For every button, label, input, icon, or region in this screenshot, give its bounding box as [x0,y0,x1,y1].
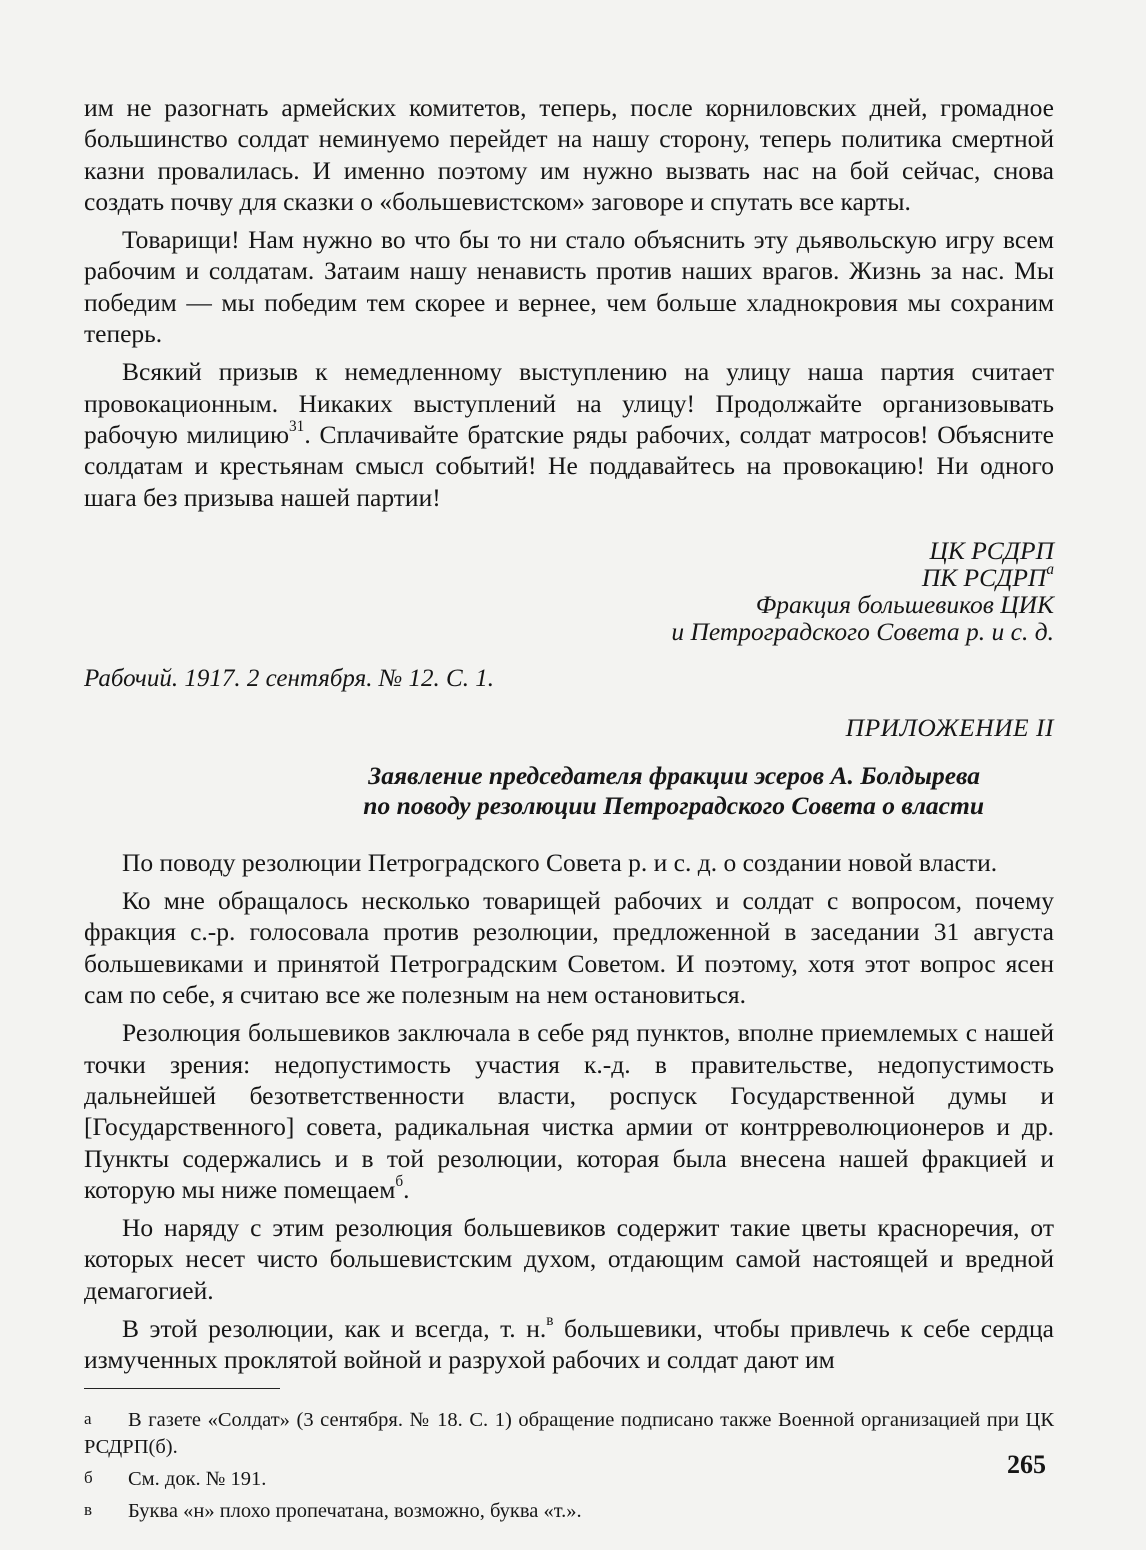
title-line: Заявление председателя фракции эсеров А. Болдырева [368,760,980,790]
footnote-mark: а [84,1408,92,1428]
footnote [84,1496,1054,1525]
footnote-mark: б [84,1467,93,1487]
footnote-text: В газете «Солдат» (3 сентября. № 18. С. 1) обращение подписано также Военной организацией при ЦК РСДРП(б). [84,1408,1054,1458]
signatory: и Петроградского Совета р. и с. д. [671,616,1054,646]
signature-block [84,537,1054,645]
paragraph-text: Всякий призыв к немедленному выступлению на улицу наша партия считает провокационным. Никаких выступлений на улицу! Продолжайте организовывать рабочую милицию [84,357,1054,449]
appendix-heading: ПРИЛОЖЕНИЕ II [845,712,1054,742]
document-page [84,92,1054,1528]
footnote-reference: в [546,1312,554,1330]
body-paragraph [84,1017,1054,1205]
body-paragraph: По поводу резолюции Петроградского Совета р. и с. д. о создании новой власти. [122,847,998,877]
page-number: 265 [1007,1450,1046,1479]
paragraph-text: Резолюция большевиков заключала в себе ряд пунктов, вполне приемлемых с нашей точки зрения: недопустимость участия к.-д. в правительстве, недопустимость дальнейшей безответственности власти, роспуск Государственной думы и [Государственного] совета, радикальная чистка армии от контрреволюционеров и др. Пункты содержались и в той резолюции, которая была внесена нашей фракцией и которую мы ниже помещаем [84,1018,1054,1204]
paragraph-text: . Сплачивайте братские ряды рабочих, солдат матросов! Объясните солдатам и крестьянам смысл событий! Не поддавайтесь на провокацию! Ни одного шага без призыва нашей партии! [84,419,1054,512]
appendix-body [84,847,1054,1376]
footnote-divider [84,1388,280,1389]
signatory: ЦК РСДРП [929,535,1054,565]
body-paragraph [84,1313,1054,1376]
signatory: ПК $РСДРП^а$ [921,561,1054,592]
footnote [84,1405,1054,1461]
paragraph-text: . [403,1174,410,1204]
signatory: Фракция большевиков ЦИК [755,589,1054,619]
footnotes [84,1405,1054,1525]
footnote-reference: а [1046,561,1054,579]
footnote-text: См. док. № 191. [128,1467,267,1490]
body-paragraph: Ко мне обращалось несколько товарищей рабочих и солдат с вопросом, почему фракция с.-р. голосовала против резолюции, предложенной в заседании 31 августа большевиками и принятой Петроградским Советом. И поэтому, хотя этот вопрос ясен сам по себе, я считаю все же полезным на нем остановиться. [84,886,1054,1010]
footnote [84,1464,1054,1493]
paragraph-text: В этой резолюции, как и всегда, т. н. [122,1314,547,1344]
title-line: по поводу резолюции Петроградского Совета о власти [363,790,984,820]
footnote-reference: 31 [289,418,305,436]
footnote-reference: б [395,1173,404,1191]
footnote-text: Буква «н» плохо пропечатана, возможно, буква «т.». [128,1499,582,1522]
footnote-mark: в [84,1499,93,1519]
document-title [84,761,1054,821]
body-paragraph: Но наряду с этим резолюция большевиков содержит такие цветы красноречия, от которых несет чисто большевистским духом, отдающим самой настоящей и вредной демагогией. [84,1213,1054,1305]
body-paragraph: им не разогнать армейских комитетов, теперь, после корниловских дней, громадное большинство солдат неминуемо перейдет на нашу сторону, теперь политика смертной казни провалилась. И именно поэтому им нужно вызвать нас на бой сейчас, снова создать почву для сказки о «большевистском» заговоре и спутать все карты. [84,93,1054,216]
body-paragraph [84,356,1054,512]
paragraph-text: большевики, чтобы привлечь к себе сердца измученных проклятой войной и разрухой рабочих и солдат дают им [84,1314,1055,1375]
body-paragraph: Товарищи! Нам нужно во что бы то ни стало объяснить эту дьявольскую игру всем рабочим и солдатам. Затаим нашу ненависть против наших врагов. Жизнь за нас. Мы победим — мы победим тем скорее и вернее, чем больше хладнокровия мы сохраним теперь. [84,225,1054,349]
source-citation: Рабочий. 1917. 2 сентября. № 12. С. 1. [84,664,494,692]
